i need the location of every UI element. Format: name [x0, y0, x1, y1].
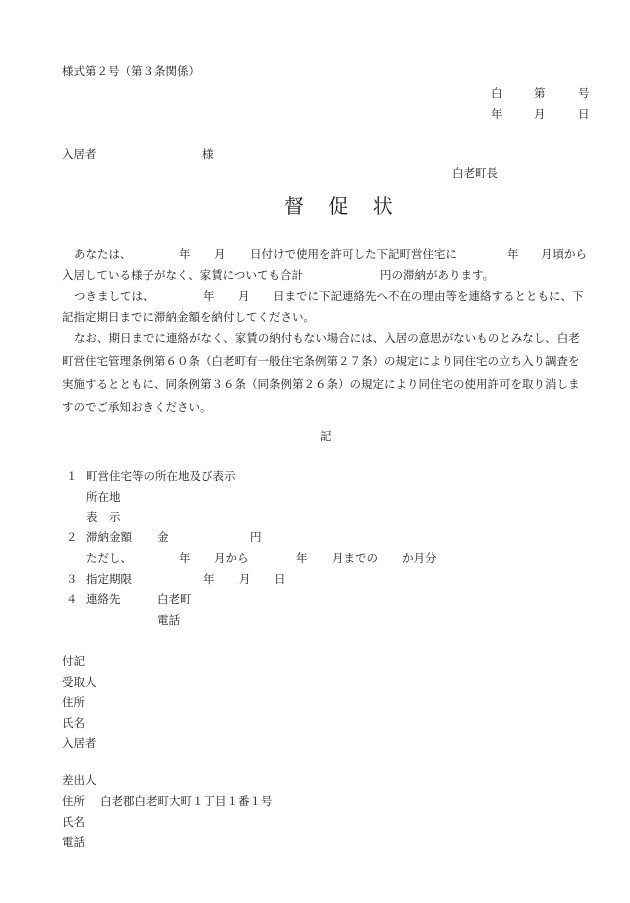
- form-number: 様式第２号（第３条関係）: [62, 64, 200, 78]
- sender-address-label: 住所: [62, 794, 85, 808]
- note-heading: 付記: [62, 654, 85, 668]
- item2-yen: 円: [250, 530, 262, 544]
- sender-tel: 電話: [62, 835, 85, 849]
- item2-months: か月分: [402, 551, 437, 565]
- sender-heading: 差出人: [62, 773, 97, 787]
- doc-number-suffix: 号: [578, 86, 590, 100]
- p3-text: なお、期日までに連絡がなく、家賃の納付もない場合には、入居の意思がないものとみなし、白老町営住宅管理条例第６０条（白老町有一般住宅条例第２７条）の規定により同住宅の立ち入り調査を実施するとともに、同条例第３６条（同条例第２６条）の規定により同住宅の使用許可を取り消しますのでご承知おきください。: [62, 331, 580, 414]
- p1-year2: 年: [507, 247, 519, 261]
- item2-number: ２: [66, 530, 78, 544]
- sender-address-value: 白老郡白老町大町１丁目１番１号: [100, 794, 273, 808]
- doc-number-prefix: 白: [491, 86, 503, 100]
- p2-text-b: 日までに下記連絡先へ不在の理由等を連絡するとともに、下: [273, 289, 584, 303]
- p1-month: 月: [214, 247, 226, 261]
- p1-text-b: 日付けで使用を許可した下記町営住宅に: [250, 247, 457, 261]
- item2-year2: 年: [296, 551, 308, 565]
- sender-title: 白老町長: [452, 166, 498, 180]
- item2-month-until: 月までの: [332, 551, 378, 565]
- p1-year: 年: [179, 247, 191, 261]
- item2-year: 年: [179, 551, 191, 565]
- p2-year: 年: [203, 289, 215, 303]
- p1-month2: 月頃から: [541, 247, 587, 261]
- doc-number-mid: 第: [534, 86, 546, 100]
- item3-year: 年: [203, 572, 215, 586]
- document-title: 督 促 状: [284, 194, 402, 218]
- item1-number: １: [66, 469, 78, 483]
- item2-kin: 金: [157, 530, 169, 544]
- addressee-label: 入居者: [62, 147, 97, 161]
- item1-location: 所在地: [86, 490, 121, 504]
- note-name: 氏名: [62, 716, 85, 730]
- ki-heading: 記: [320, 429, 332, 443]
- p1-line2-a: 入居している様子がなく、家賃についても合計: [62, 268, 304, 282]
- item2-month-from: 月から: [214, 551, 249, 565]
- item3-label: 指定期限: [86, 572, 132, 586]
- date-month: 月: [534, 107, 546, 121]
- p1-text-a: あなたは、: [74, 247, 132, 261]
- item3-month: 月: [239, 572, 251, 586]
- item3-number: ３: [66, 572, 78, 586]
- item4-label: 連絡先: [86, 592, 121, 606]
- p2-month: 月: [238, 289, 250, 303]
- p2-text-a: つきましては、: [74, 289, 155, 303]
- item1-display: 表 示: [86, 510, 121, 524]
- date-year: 年: [491, 107, 503, 121]
- p1-line2-b: 円の滞納があります。: [380, 268, 495, 282]
- item3-day: 日: [274, 572, 286, 586]
- note-address: 住所: [62, 695, 85, 709]
- p2-line2: 記指定期日までに滞納金額を納付してください。: [62, 310, 315, 324]
- item4-town: 白老町: [157, 592, 192, 606]
- date-day: 日: [578, 107, 590, 121]
- sender-name: 氏名: [62, 815, 85, 829]
- note-resident: 入居者: [62, 736, 97, 750]
- item2-label: 滞納金額: [86, 530, 132, 544]
- addressee-honorific: 様: [202, 147, 214, 161]
- item2-tadashi: ただし、: [86, 551, 132, 565]
- item4-number: ４: [66, 592, 78, 606]
- item1-label: 町営住宅等の所在地及び表示: [86, 469, 236, 483]
- item4-tel: 電話: [157, 613, 180, 627]
- note-recipient: 受取人: [62, 675, 97, 689]
